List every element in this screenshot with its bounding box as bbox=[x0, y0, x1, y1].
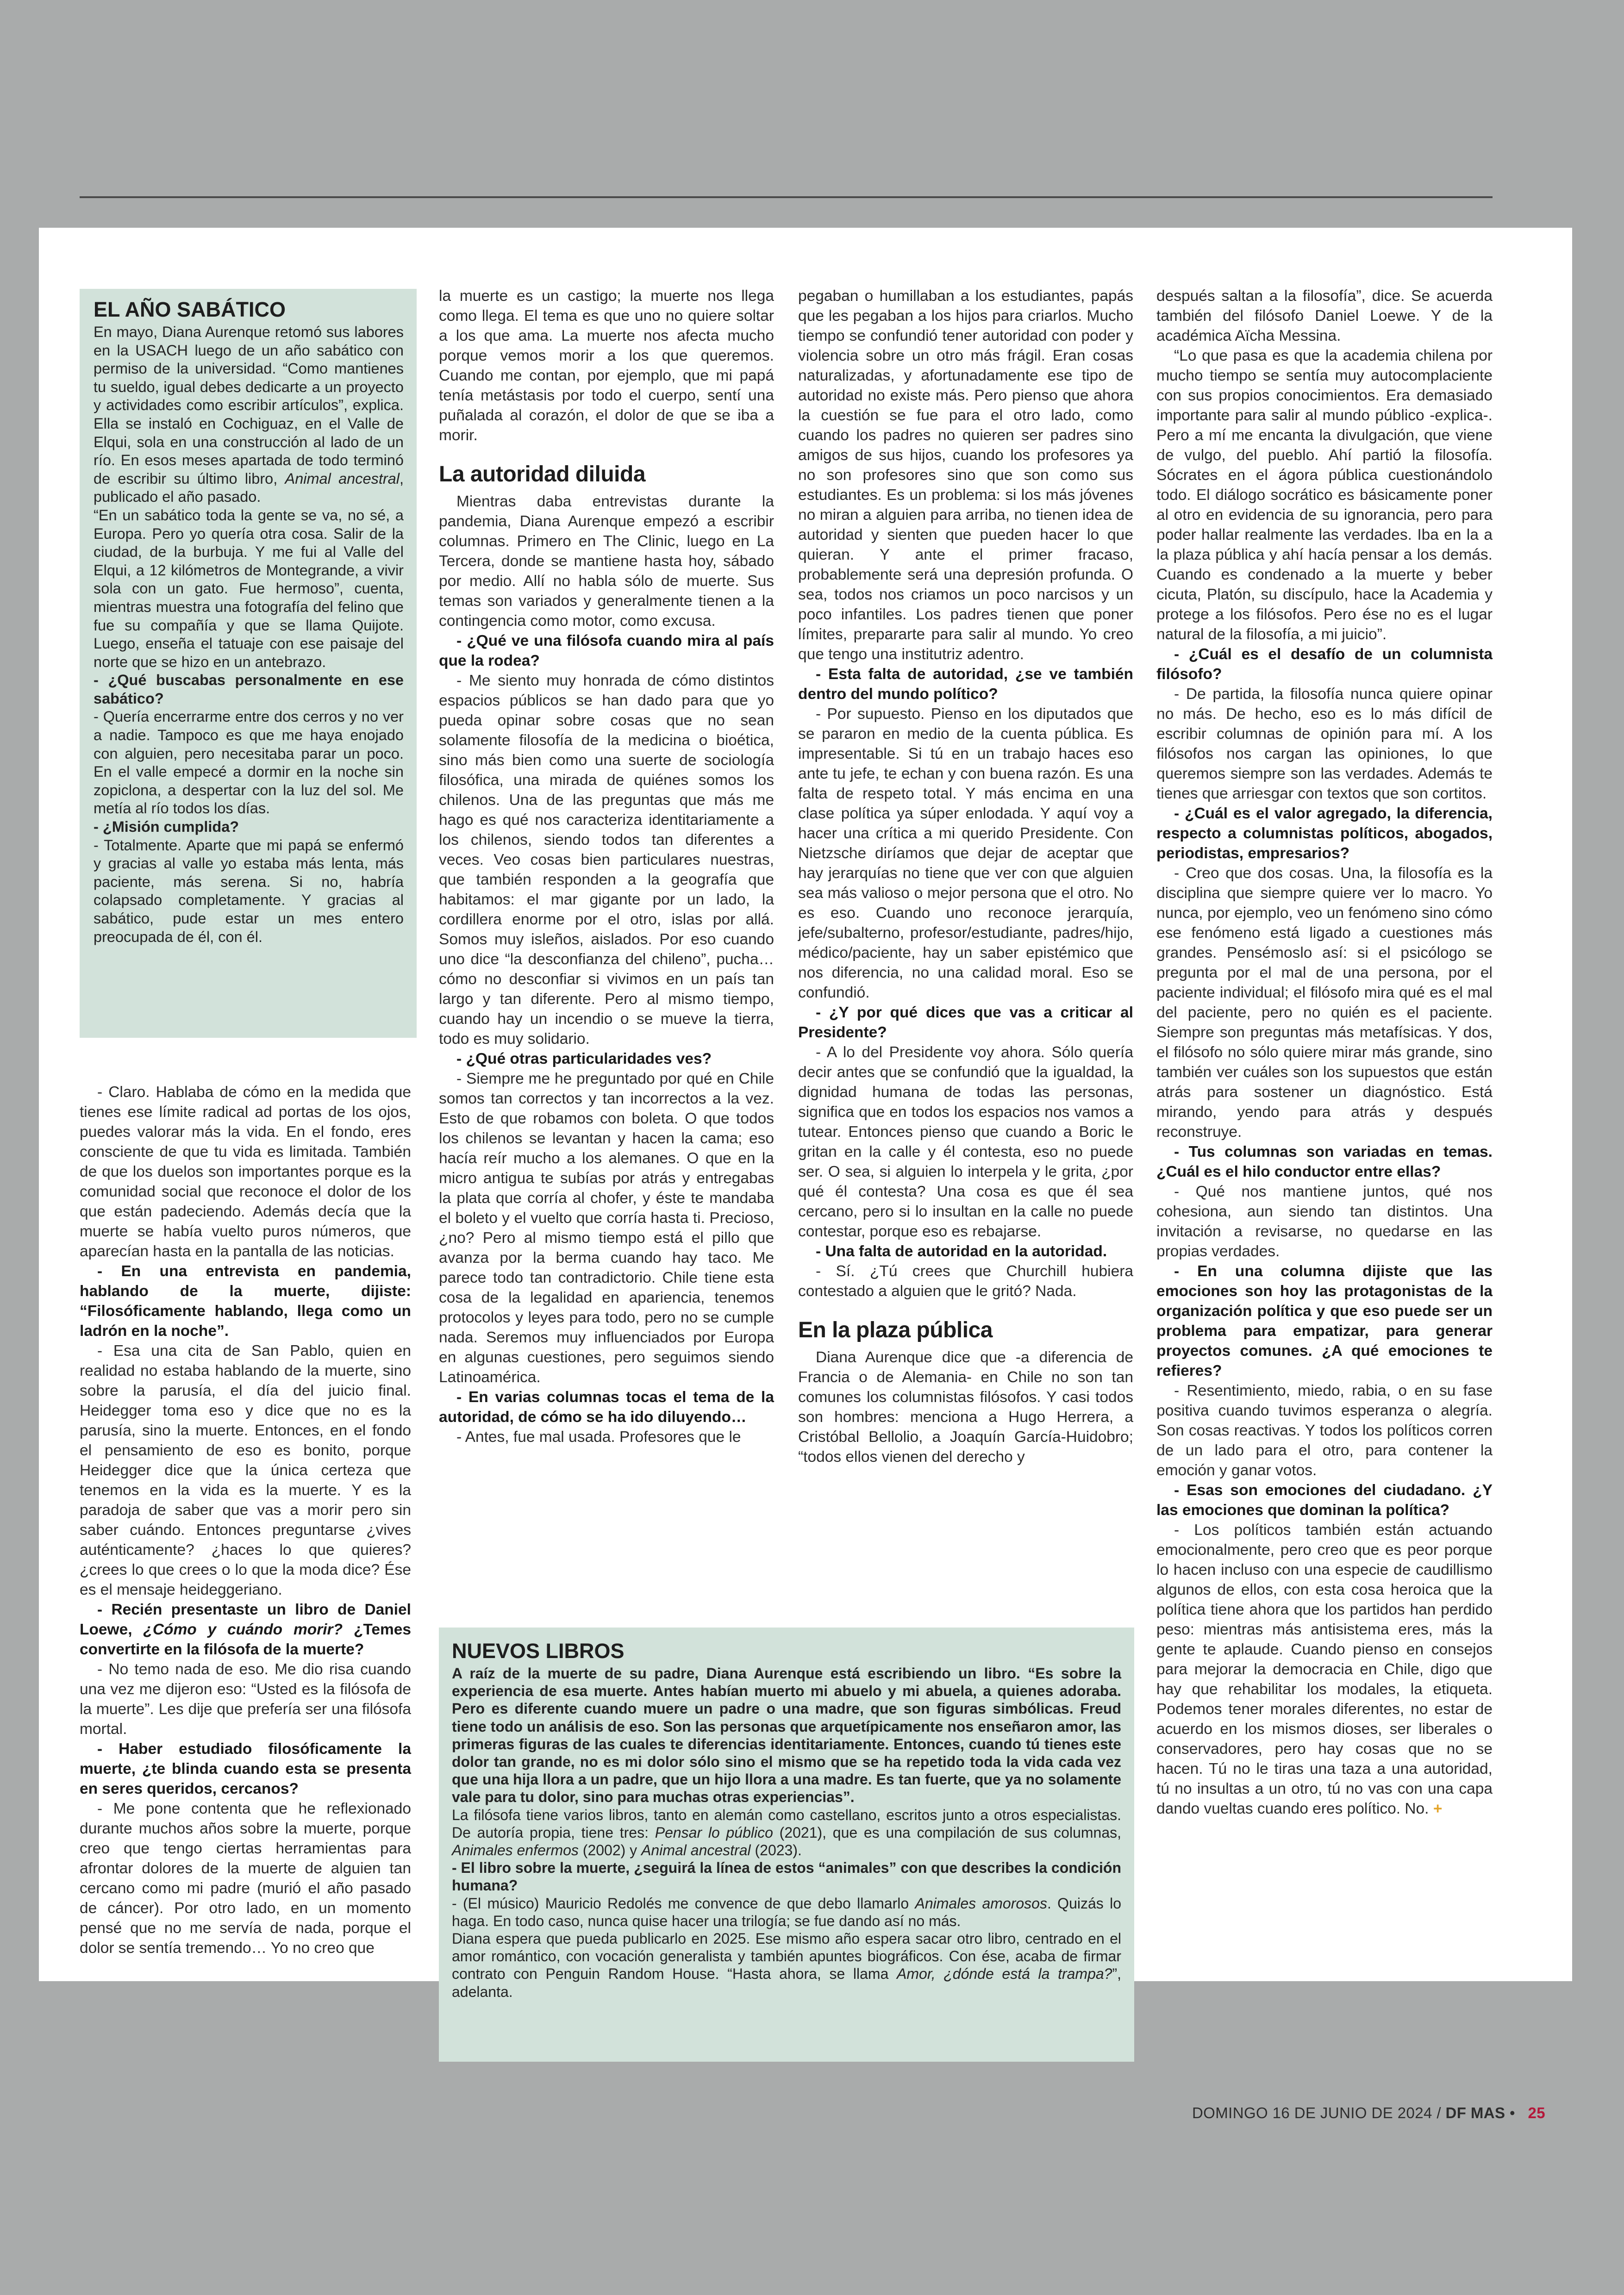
sabatico-box bbox=[80, 289, 417, 1038]
libros-p2: La filósofa tiene varios libros, tanto en alemán como castellano, escritos junto a otros especialistas. De autoría propia, tiene tres: Pensar lo público (2021), que es una compilación de sus columnas, Animales enfermos (2002) y Animal ancestral (2023). bbox=[452, 1806, 1122, 1859]
top-rule bbox=[80, 196, 1493, 198]
col2-p3: - Me siento muy honrada de cómo distintos espacios públicos se han dado para que yo pueda opinar sobre cosas que no sean solamente filosofía de la medicina o bioética, sino más bien como una suerte de sociología filosófica, una mirada de quiénes somos los chilenos. Una de las preguntas que más me hago es qué nos caracteriza identitariamente a los chilenos, siendo todos tan diferentes a veces. Veo cosas bien particulares nuestras, que también responden a la geografía que habitamos: el mar gigante por un lado, la cordillera enorme por el otro, islas por allá. Somos muy isleños, aislados. Por eso cuando uno dice “la desconfianza del chileno”, pucha… cómo no desconfiar si vivimos en un país tan largo y tan diferente. Pero al mismo tiempo, cuando hay un incendio o se mueve la tierra, todo es muy solidario. bbox=[439, 672, 774, 1048]
column-3 bbox=[798, 286, 1133, 1467]
col1-q3: - Haber estudiado filosóficamente la muerte, ¿te blinda cuando esta se presenta en seres queridos, cercanos? bbox=[80, 1740, 411, 1797]
col4-q1: - ¿Cuál es el desafío de un columnista filósofo? bbox=[1156, 646, 1493, 683]
col3-q3: - Una falta de autoridad en la autoridad. bbox=[816, 1243, 1107, 1260]
sabatico-title: EL AÑO SABÁTICO bbox=[94, 298, 286, 321]
libros-p3: - (El músico) Mauricio Redolés me convence de que debo llamarlo Animales amorosos. Quizás lo haga. En todo caso, nunca quise hacer una trilogía; se fue dando así no más. bbox=[452, 1895, 1122, 1929]
col4-q5: - Esas son emociones del ciudadano. ¿Y las emociones que dominan la política? bbox=[1156, 1482, 1493, 1519]
footer-sep: / bbox=[1437, 2104, 1441, 2121]
col4-p6: - Resentimiento, miedo, rabia, o en su fase positiva cuando tuvimos esperanza o alegría. Son cosas reactivas. Y todos los políticos corren de un lado para el otro, para contener la emoción y ganar votos. bbox=[1156, 1382, 1493, 1479]
col3-p1: pegaban o humillaban a los estudiantes, papás que les pegaban a los hijos para criarlos. Mucho tiempo se confundió tener autoridad con poder y violencia sobre un otro más frágil. Eran cosas naturalizadas, y afortunadamente ese tipo de autoridad no existe más. Pero pienso que ahora la cuestión se fue para el otro lado, como cuando los padres no quieren ser padres sino amigos de sus hijos, cuando los profesores ya no son profesores sino que son como sus estudiantes. Es un problema: si los más jóvenes no miran a alguien para arriba, no tienen idea de autoridad y sienten que pueden hacer lo que quieran. Y ante el primer fracaso, probablemente será una depresión profunda. O sea, todos nos criamos un poco narcisos y un poco infantiles. Los padres tienen que poner límites, prepararte para salir al mundo. Yo creo que tengo una institutriz adentro. bbox=[798, 287, 1133, 663]
libros-q1: - El libro sobre la muerte, ¿seguirá la línea de estos “animales” con que describes la condición humana? bbox=[452, 1859, 1121, 1894]
column-4 bbox=[1156, 286, 1493, 1819]
col1-p4: - Me pone contenta que he reflexionado durante muchos años sobre la muerte, porque creo que tengo ciertas herramientas para afrontar dolores de la muerte de alguien tan cercano como mi padre (murió el año pasado de cáncer). Por otro lado, en un momento pensé que no me servía de nada, porque el dolor se sentía tremendo… Yo no creo que bbox=[80, 1800, 411, 1957]
end-mark: + bbox=[1433, 1800, 1443, 1817]
libros-p1: A raíz de la muerte de su padre, Diana Aurenque está escribiendo un libro. “Es sobre la experiencia de esa muerte. Antes habían muerto mi abuelo y mi abuela, a quienes adoraba. Pero es diferente cuando muere un padre o una madre, que son figuras simbólicas. Freud tiene todo un análisis de eso. Son las personas que arquetípicamente nos enseñaron amor, las primeras figuras de las cuales te diferencias identitariamente. Entonces, cuando tú tienes este dolor tan grande, no es mi dolor sólo sino el mismo que se ha repetido toda la vida cada vez que una hija llora a un padre, que un hijo llora a una madre. Es tan fuerte, que ya no solamente vale para tu dolor, sino para muchas otras experiencias”. bbox=[452, 1665, 1121, 1806]
col4-q2: - ¿Cuál es el valor agregado, la diferencia, respecto a columnistas políticos, abogados, periodistas, empresarios? bbox=[1156, 805, 1493, 862]
col4-p2: “Lo que pasa es que la academia chilena por mucho tiempo se sentía muy autocomplaciente con sus propios conocimientos. Era demasiado importante para salir al mundo público -explica-. Pero a mí me encanta la divulgación, que viene de vulgo, del pueblo. Ahí partió la filosofía. Sócrates en el ágora pública cuestionándolo todo. El diálogo socrático es básicamente poner al otro en evidencia de su ignorancia, pero para poder hallar realmente las verdades. Iba en la a la plaza pública y ahí hacía pensar a los demás. Cuando es condenado a la muerte y beber cicuta, Platón, su discípulo, hace la Academia y protege a los filósofos. Pero ése no es el lugar natural de la filosofía, a mi juicio”. bbox=[1156, 347, 1493, 643]
sabatico-a2: - Totalmente. Aparte que mi papá se enfermó y gracias al valle yo estaba más lenta, más paciente, más serena. Si no, habría colapsado completamente. Y gracias al sabático, pude estar un mes entero preocupada de él, con él. bbox=[94, 836, 404, 945]
col4-p4: - Creo que dos cosas. Una, la filosofía es la disciplina que siempre quiere ver lo macro. Yo nunca, por ejemplo, veo un fenómeno sino cómo ese fenómeno está ligado a cuestiones más grandes. Pensémoslo así: si el psicólogo se pregunta por el mal de una persona, por el paciente individual; el filósofo mira qué es el mal del paciente, pero no quién es el paciente. Siempre son preguntas más metafísicas. Y dos, el filósofo no sólo quiere mirar más grande, sino también ver cuáles son los supuestos que están atrás para sostener un diagnóstico. Está mirando, yendo para atrás y después reconstruye. bbox=[1156, 865, 1493, 1141]
page-footer bbox=[1192, 2104, 1545, 2122]
sabatico-p2: “En un sabático toda la gente se va, no sé, a Europa. Pero yo quería otra cosa. Salir de la ciudad, de la burbuja. Y me fui al Valle del Elqui, a 12 kilómetros de Montegrande, a vivir sola con un gato. Fue hermoso”, cuenta, mientras muestra una fotografía del felino que fue su compañía y que se llama Quijote. Luego, enseña el tatuaje con ese paisaje del norte que se hizo en un antebrazo. bbox=[94, 506, 404, 670]
sabatico-a1: - Quería encerrarme entre dos cerros y no ver a nadie. Tampoco es que me haya enojado con alguien, pero necesitaba parar un poco. En el valle empecé a dormir en la noche sin zopiclona, a despertar con la luz del sol. Me metía al río todos los días. bbox=[94, 708, 404, 817]
col4-p7: - Los políticos también están actuando emocionalmente, pero creo que es peor porque lo hacen incluso con una especie de caudillismo algunos de ellos, con esta cosa heroica que la política tiene ahora que los partidos han perdido peso: mientras más antisistema eres, más la gente te aplaude. Cuando pienso en consejos para mejorar la democracia en Chile, digo que hay que rehabilitar los modales, la etiqueta. Podemos tener morales diferentes, no estar de acuerdo en los mismos dioses, ser liberales o conservadores, pero hay cosas que no se hacen. Tú no le tiras una taza a una autoridad, tú no insultas a un otro, tú no vas con una capa dando vueltas cuando eres político. No. + bbox=[1156, 1522, 1493, 1817]
column-1 bbox=[80, 1082, 411, 1958]
col1-p1: - Claro. Hablaba de cómo en la medida que tienes ese límite radical ad portas de los ojos, puedes valorar más la vida. En el fondo, eres consciente de que tu vida es limitada. También de que los duelos son importantes porque es la comunidad social que reconoce el dolor de los que están padeciendo. Además decía que la muerte se había vuelto puros números, que aparecían hasta en la pantalla de las noticias. bbox=[80, 1084, 411, 1260]
col2-p5: - Antes, fue mal usada. Profesores que le bbox=[456, 1428, 741, 1446]
col2-q2: - ¿Qué otras particularidades ves? bbox=[456, 1050, 712, 1067]
sabatico-q1: - ¿Qué buscabas personalmente en ese sabático? bbox=[94, 672, 404, 707]
footer-brand: DF MAS bbox=[1445, 2104, 1505, 2121]
libros-box bbox=[439, 1628, 1134, 2062]
col3-q2: - ¿Y por qué dices que vas a criticar al Presidente? bbox=[798, 1004, 1133, 1041]
column-2 bbox=[439, 286, 774, 1447]
col4-q3: - Tus columnas son variadas en temas. ¿Cuál es el hilo conductor entre ellas? bbox=[1156, 1143, 1493, 1180]
libros-p4: Diana espera que pueda publicarlo en 2025. Ese mismo año espera sacar otro libro, centrado en el amor romántico, con vocación generalista y también apuntes biográficos. Con ése, acaba de firmar contrato con Penguin Random House. “Hasta ahora, se llama Amor, ¿dónde está la trampa?”, adelanta. bbox=[452, 1930, 1122, 2000]
col1-q1: - En una entrevista en pandemia, hablando de la muerte, dijiste: “Filosóficamente hablando, llega como un ladrón en la noche”. bbox=[80, 1263, 411, 1340]
col2-p1: la muerte es un castigo; la muerte nos llega como llega. El tema es que uno no quiere soltar a los que ama. La muerte nos afecta mucho porque vemos morir a los que queremos. Cuando me contan, por ejemplo, que mi papá tenía metástasis por todo el cuerpo, sentí una puñalada al corazón, el dolor de que se iba a morir. bbox=[439, 287, 774, 444]
col3-q1: - Esta falta de autoridad, ¿se ve también dentro del mundo político? bbox=[798, 666, 1133, 703]
col3-p4: - Sí. ¿Tú crees que Churchill hubiera contestado a alguien que le gritó? Nada. bbox=[798, 1263, 1133, 1300]
col4-p3: - De partida, la filosofía nunca quiere opinar no más. De hecho, eso es lo más difícil de escribir columnas de opinión para mí. A los filósofos nos cargan las opiniones, lo que queremos siempre son las verdades. Además te tienes que arriesgar con textos que son cortitos. bbox=[1156, 686, 1493, 802]
col1-p3: - No temo nada de eso. Me dio risa cuando una vez me dijeron eso: “Usted es la filósofa de la muerte”. Les dije que prefería ser una filósofa mortal. bbox=[80, 1661, 411, 1738]
col4-p5: - Qué nos mantiene juntos, qué nos cohesiona, aun siendo tan distintos. Una invitación a revisarse, no quedarse en las propias verdades. bbox=[1156, 1183, 1493, 1260]
page-number: 25 bbox=[1528, 2104, 1545, 2121]
sabatico-q2: - ¿Misión cumplida? bbox=[94, 818, 239, 836]
col3-p3: - A lo del Presidente voy ahora. Sólo quería decir antes que se confundió que la igualdad, la dignidad humana de todas las personas, significa que en todos los espacios nos vamos a tutear. Entonces pienso que cuando a Boric le gritan en la calle y él contesta, eso no puede ser. O sea, si alguien lo interpela y le grita, ¿por qué él contesta? Una cosa es que él sea cercano, pero si lo insultan en la calle no puede contestar, porque eso es rebajarse. bbox=[798, 1044, 1133, 1240]
col1-p2: - Esa una cita de San Pablo, quien en realidad no estaba hablando de la muerte, sino sobre la parusía, el día del juicio final. Heidegger toma eso y dice que no es la parusía, sino la muerte. Entonces, en el fondo el pensamiento de eso es bonito, porque Heidegger dice que la única certeza que tenemos en la vida es la muerte. Y es la paradoja de saber que vas a morir pero sin saber cuándo. Entonces preguntarse ¿vives auténticamente? ¿haces lo que quieres? ¿crees lo que crees o lo que la moda dice? Ése es el mensaje heideggeriano. bbox=[80, 1342, 411, 1598]
col2-q3: - En varias columnas tocas el tema de la autoridad, de cómo se ha ido diluyendo… bbox=[439, 1389, 774, 1426]
footer-dot: • bbox=[1509, 2104, 1515, 2121]
col3-p5: Diana Aurenque dice que -a diferencia de Francia o de Alemania- en Chile no son tan comunes los columnistas filósofos. Y casi todos son hombres: menciona a Hugo Herrera, a Cristóbal Bellolio, a Joaquín García-Huidobro; “todos ellos vienen del derecho y bbox=[798, 1349, 1133, 1466]
col1-q2: - Recién presentaste un libro de Daniel Loewe, ¿Cómo y cuándo morir? ¿Temes convertirte en la filósofa de la muerte? bbox=[80, 1601, 412, 1658]
col2-heading-autoridad: La autoridad diluida bbox=[439, 462, 646, 486]
col2-p4: - Siempre me he preguntado por qué en Chile somos tan correctos y tan incorrectos a la vez. Esto de que robamos con boleta. O que todos los chilenos se levantan y hacen la cama; eso hacía reír mucho a los alemanes. O que en la micro antigua te subías por atrás y entregabas la plata que corría al chofer, y éste te mandaba el boleto y el vuelto que corría hasta ti. Precioso, ¿no? Pero al mismo tiempo está el pillo que avanza por la berma cuando hay taco. Me parece todo tan contradictorio. Chile tiene esta cosa de la legalidad en apariencia, tenemos protocolos y leyes para todo, pero no se cumple nada. Seremos muy influenciados por Europa en algunas cuestiones, pero seguimos siendo Latinoamérica. bbox=[439, 1070, 774, 1386]
libros-title: NUEVOS LIBROS bbox=[452, 1639, 625, 1663]
footer-date: DOMINGO 16 DE JUNIO DE 2024 bbox=[1192, 2104, 1432, 2121]
col3-p2: - Por supuesto. Pienso en los diputados que se pararon en medio de la cuenta pública. Es impresentable. Si tú en un trabajo haces eso ante tu jefe, te echan y con buena razón. Es una falta de respeto total. Y más encima en una clase política ya súper enlodada. Y aquí voy a hacer una crítica a mi querido Presidente. Con Nietzsche diríamos que dejar de aceptar que hay jerarquías no tiene que ver con que alguien sea más valioso o mejor persona que el otro. No es eso. Cuando uno reconoce jerarquía, jefe/subalterno, profesor/estudiante, padres/hijo, médico/paciente, hay un saber epistémico que nos diferencia, no una calidad moral. Eso se confundió. bbox=[798, 705, 1133, 1001]
col2-p2: Mientras daba entrevistas durante la pandemia, Diana Aurenque empezó a escribir columnas. Primero en The Clinic, luego en La Tercera, donde se mantiene hasta hoy, sábado por medio. Allí no habla sólo de muerte. Sus temas son variados y generalmente tienen a la contingencia como motor, como excusa. bbox=[439, 493, 774, 630]
col2-q1: - ¿Qué ve una filósofa cuando mira al país que la rodea? bbox=[439, 632, 774, 669]
col4-p1: después saltan a la filosofía”, dice. Se acuerda también del filósofo Daniel Loewe. Y de la académica Aïcha Messina. bbox=[1156, 287, 1493, 344]
col3-heading-plaza: En la plaza pública bbox=[798, 1318, 993, 1342]
col4-q4: - En una columna dijiste que las emociones son hoy las protagonistas de la organización política y que eso puede ser un problema para empatizar, para generar proyectos comunes. ¿A qué emociones te refieres? bbox=[1156, 1263, 1493, 1379]
sabatico-p1: En mayo, Diana Aurenque retomó sus labores en la USACH luego de un año sabático con permiso de la universidad. “Como mantienes tu sueldo, igual debes dedicarte a un proyecto y actividades como escribir artículos”, explica. Ella se instaló en Cochiguaz, en el Valle de Elqui, sola en una construcción al lado de un río. En esos meses apartada de todo terminó de escribir su último libro, Animal ancestral, publicado el año pasado. bbox=[94, 324, 404, 505]
